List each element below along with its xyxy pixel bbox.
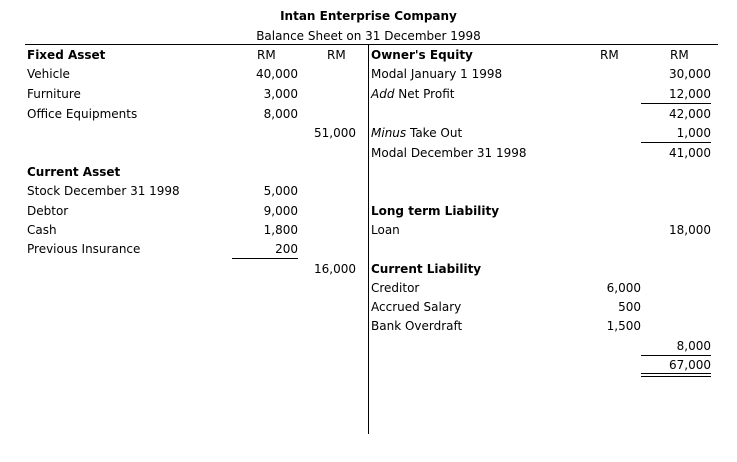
current-liability-label: Bank Overdraft <box>371 319 463 333</box>
current-asset-label: Previous Insurance <box>27 242 141 256</box>
document-title: Intan Enterprise Company <box>280 9 457 23</box>
equity-subtotal-rule <box>641 103 711 104</box>
current-liability-label: Accrued Salary <box>371 300 462 314</box>
current-liability-value: 1,500 <box>606 319 641 333</box>
current-asset-label: Debtor <box>27 204 69 218</box>
right-col2-header: RM <box>670 48 689 62</box>
loan-label: Loan <box>371 223 400 237</box>
center-divider <box>368 44 369 434</box>
closing-capital-value: 41,000 <box>669 146 711 160</box>
fixed-asset-heading: Fixed Asset <box>27 48 106 62</box>
net-profit-label: Net Profit <box>398 87 455 101</box>
current-asset-value: 1,800 <box>263 223 298 237</box>
current-asset-value: 9,000 <box>263 204 298 218</box>
fixed-asset-label: Vehicle <box>27 67 70 81</box>
minus-word: Minus <box>371 126 407 140</box>
grand-total-double-rule-1 <box>641 373 711 374</box>
equity-closing-rule <box>641 142 711 143</box>
net-profit-line <box>371 87 454 101</box>
current-asset-total: 16,000 <box>314 262 356 276</box>
document-subtitle: Balance Sheet on 31 December 1998 <box>256 29 481 43</box>
opening-capital-label: Modal January 1 1998 <box>371 67 503 81</box>
drawings-value: 1,000 <box>676 126 711 140</box>
long-term-liability-heading: Long term Liability <box>371 204 500 218</box>
right-col1-header: RM <box>600 48 619 62</box>
current-liability-value: 6,000 <box>606 281 641 295</box>
grand-total-double-rule-2 <box>641 376 711 377</box>
current-asset-value: 200 <box>275 242 298 256</box>
add-word: Add <box>371 87 395 101</box>
fixed-asset-label: Furniture <box>27 87 81 101</box>
fixed-asset-total: 51,000 <box>314 126 356 140</box>
opening-capital-value: 30,000 <box>669 67 711 81</box>
grand-total: 67,000 <box>669 358 711 372</box>
fixed-asset-value: 3,000 <box>263 87 298 101</box>
closing-capital-label: Modal December 31 1998 <box>371 146 527 160</box>
grand-total-top-rule <box>641 355 711 356</box>
current-asset-label: Cash <box>27 223 57 237</box>
drawings-label: Take Out <box>409 126 463 140</box>
fixed-asset-value: 40,000 <box>256 67 298 81</box>
left-col2-header: RM <box>327 48 346 62</box>
current-asset-heading: Current Asset <box>27 165 121 179</box>
net-profit-value: 12,000 <box>669 87 711 101</box>
left-col1-header: RM <box>257 48 276 62</box>
current-liability-label: Creditor <box>371 281 420 295</box>
loan-value: 18,000 <box>669 223 711 237</box>
current-asset-subtotal-rule <box>232 258 298 259</box>
drawings-line <box>371 126 462 140</box>
current-liability-total: 8,000 <box>676 339 711 353</box>
current-asset-label: Stock December 31 1998 <box>27 184 180 198</box>
fixed-asset-value: 8,000 <box>263 107 298 121</box>
current-asset-value: 5,000 <box>263 184 298 198</box>
equity-subtotal: 42,000 <box>669 107 711 121</box>
fixed-asset-label: Office Equipments <box>27 107 138 121</box>
current-liability-value: 500 <box>618 300 641 314</box>
header-rule <box>25 44 718 45</box>
current-liability-heading: Current Liability <box>371 262 482 276</box>
owners-equity-heading: Owner's Equity <box>371 48 473 62</box>
